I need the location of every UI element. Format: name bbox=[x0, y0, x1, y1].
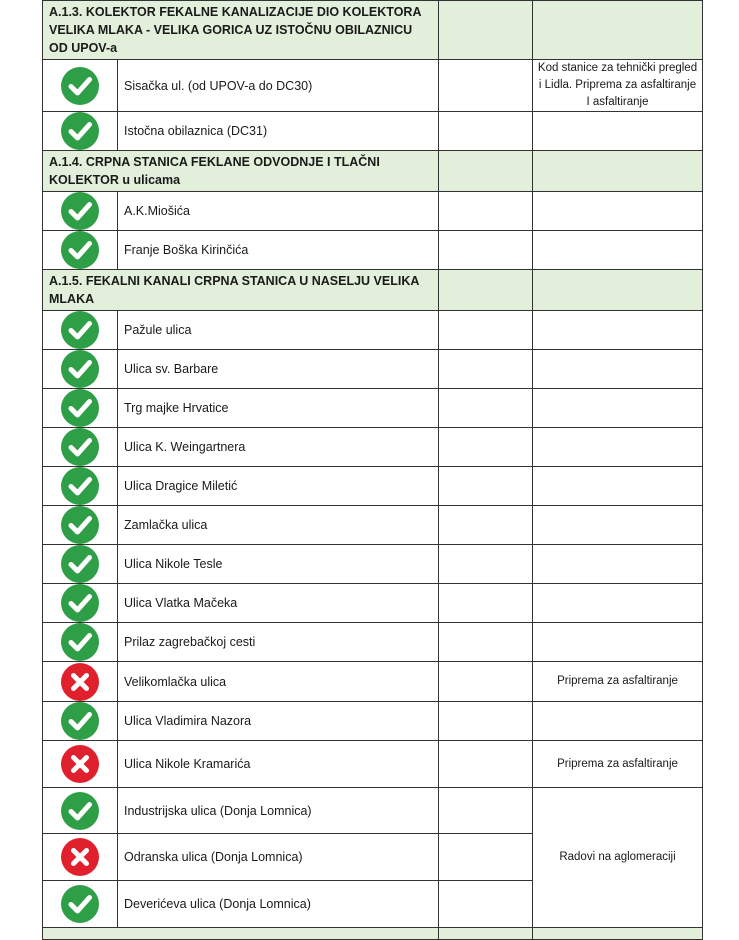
table-row bbox=[43, 311, 703, 350]
table-row bbox=[43, 623, 703, 662]
check-circle-icon bbox=[61, 428, 99, 466]
works-status-table bbox=[42, 0, 703, 940]
check-circle-icon bbox=[61, 885, 99, 923]
status-cell bbox=[43, 350, 118, 389]
cross-circle-icon bbox=[61, 838, 99, 876]
empty-cell bbox=[439, 881, 533, 928]
status-cell bbox=[43, 662, 118, 702]
street-name: Ulica K. Weingartnera bbox=[118, 428, 439, 467]
empty-cell bbox=[439, 506, 533, 545]
status-cell bbox=[43, 389, 118, 428]
status-cell bbox=[43, 60, 118, 112]
street-name: Prilaz zagrebačkoj cesti bbox=[118, 623, 439, 662]
section-title: A.1.4. CRPNA STANICA FEKLANE ODVODNJE I TLAČNI KOLEKTOR u ulicama bbox=[43, 151, 439, 192]
street-name: Ulica Vladimira Nazora bbox=[118, 702, 439, 741]
status-cell bbox=[43, 623, 118, 662]
status-cell bbox=[43, 881, 118, 928]
empty-cell bbox=[439, 311, 533, 350]
check-circle-icon bbox=[61, 623, 99, 661]
table-row bbox=[43, 584, 703, 623]
check-circle-icon bbox=[61, 67, 99, 105]
street-name: Pažule ulica bbox=[118, 311, 439, 350]
section-header-row bbox=[43, 928, 703, 940]
table-row bbox=[43, 112, 703, 151]
street-name: Ulica Nikole Tesle bbox=[118, 545, 439, 584]
row-note bbox=[533, 112, 703, 151]
merged-note: Radovi na aglomeraciji bbox=[533, 788, 703, 928]
street-name: Odranska ulica (Donja Lomnica) bbox=[118, 834, 439, 881]
street-name: A.K.Miošića bbox=[118, 192, 439, 231]
cross-circle-icon bbox=[61, 663, 99, 701]
table-row bbox=[43, 60, 703, 112]
street-name: Istočna obilaznica (DC31) bbox=[118, 112, 439, 151]
table-row bbox=[43, 741, 703, 788]
row-note: Priprema za asfaltiranje bbox=[533, 741, 703, 788]
row-note bbox=[533, 545, 703, 584]
row-note bbox=[533, 311, 703, 350]
row-note bbox=[533, 506, 703, 545]
section-header-cell bbox=[439, 270, 533, 311]
section-header-row bbox=[43, 151, 703, 192]
empty-cell bbox=[439, 350, 533, 389]
table-row bbox=[43, 545, 703, 584]
check-circle-icon bbox=[61, 350, 99, 388]
street-name: Zamlačka ulica bbox=[118, 506, 439, 545]
check-circle-icon bbox=[61, 467, 99, 505]
check-circle-icon bbox=[61, 702, 99, 740]
row-note bbox=[533, 389, 703, 428]
table-row bbox=[43, 467, 703, 506]
check-circle-icon bbox=[61, 792, 99, 830]
empty-cell bbox=[439, 231, 533, 270]
row-note bbox=[533, 192, 703, 231]
status-cell bbox=[43, 467, 118, 506]
empty-cell bbox=[439, 545, 533, 584]
row-note bbox=[533, 350, 703, 389]
row-note: Kod stanice za tehnički pregled i Lidla. Priprema za asfaltiranje I asfaltiranje bbox=[533, 60, 703, 112]
check-circle-icon bbox=[61, 545, 99, 583]
street-name: Sisačka ul. (od UPOV-a do DC30) bbox=[118, 60, 439, 112]
status-cell bbox=[43, 741, 118, 788]
street-name: Trg majke Hrvatice bbox=[118, 389, 439, 428]
street-name: Ulica sv. Barbare bbox=[118, 350, 439, 389]
empty-cell bbox=[439, 192, 533, 231]
empty-cell bbox=[439, 584, 533, 623]
section-header-cell bbox=[439, 151, 533, 192]
empty-cell bbox=[439, 702, 533, 741]
status-cell bbox=[43, 112, 118, 151]
section-title: A.1.5. FEKALNI KANALI CRPNA STANICA U NASELJU VELIKA MLAKA bbox=[43, 270, 439, 311]
section-header-cell bbox=[533, 928, 703, 940]
empty-cell bbox=[439, 834, 533, 881]
status-cell bbox=[43, 506, 118, 545]
street-name: Ulica Nikole Kramarića bbox=[118, 741, 439, 788]
section-header-row bbox=[43, 1, 703, 60]
status-cell bbox=[43, 231, 118, 270]
empty-cell bbox=[439, 741, 533, 788]
section-header-cell bbox=[533, 1, 703, 60]
status-cell bbox=[43, 788, 118, 834]
check-circle-icon bbox=[61, 311, 99, 349]
check-circle-icon bbox=[61, 231, 99, 269]
status-cell bbox=[43, 192, 118, 231]
table-row bbox=[43, 231, 703, 270]
row-note bbox=[533, 231, 703, 270]
table-row bbox=[43, 662, 703, 702]
status-cell bbox=[43, 702, 118, 741]
status-cell bbox=[43, 584, 118, 623]
section-header-row bbox=[43, 270, 703, 311]
table-row bbox=[43, 788, 703, 834]
check-circle-icon bbox=[61, 506, 99, 544]
section-header-cell bbox=[43, 928, 439, 940]
status-cell bbox=[43, 311, 118, 350]
empty-cell bbox=[439, 428, 533, 467]
street-name: Franje Boška Kirinčića bbox=[118, 231, 439, 270]
status-cell bbox=[43, 428, 118, 467]
empty-cell bbox=[439, 662, 533, 702]
check-circle-icon bbox=[61, 192, 99, 230]
row-note bbox=[533, 467, 703, 506]
empty-cell bbox=[439, 389, 533, 428]
section-header-cell bbox=[439, 928, 533, 940]
section-header-cell bbox=[439, 1, 533, 60]
empty-cell bbox=[439, 112, 533, 151]
table-row bbox=[43, 389, 703, 428]
street-name: Velikomlačka ulica bbox=[118, 662, 439, 702]
section-header-cell bbox=[533, 270, 703, 311]
row-note bbox=[533, 623, 703, 662]
cross-circle-icon bbox=[61, 745, 99, 783]
check-circle-icon bbox=[61, 584, 99, 622]
empty-cell bbox=[439, 467, 533, 506]
row-note bbox=[533, 584, 703, 623]
row-note bbox=[533, 702, 703, 741]
street-name: Deverićeva ulica (Donja Lomnica) bbox=[118, 881, 439, 928]
section-title: A.1.3. KOLEKTOR FEKALNE KANALIZACIJE DIO KOLEKTORA VELIKA MLAKA - VELIKA GORICA UZ ISTOČNU OBILAZNICU OD UPOV-a bbox=[43, 1, 439, 60]
row-note: Priprema za asfaltiranje bbox=[533, 662, 703, 702]
section-header-cell bbox=[533, 151, 703, 192]
table-row bbox=[43, 702, 703, 741]
empty-cell bbox=[439, 60, 533, 112]
empty-cell bbox=[439, 788, 533, 834]
table-row bbox=[43, 192, 703, 231]
table-row bbox=[43, 506, 703, 545]
table-row bbox=[43, 428, 703, 467]
status-cell bbox=[43, 545, 118, 584]
street-name: Ulica Dragice Miletić bbox=[118, 467, 439, 506]
status-cell bbox=[43, 834, 118, 881]
check-circle-icon bbox=[61, 112, 99, 150]
check-circle-icon bbox=[61, 389, 99, 427]
street-name: Industrijska ulica (Donja Lomnica) bbox=[118, 788, 439, 834]
row-note bbox=[533, 428, 703, 467]
empty-cell bbox=[439, 623, 533, 662]
table-row bbox=[43, 350, 703, 389]
street-name: Ulica Vlatka Mačeka bbox=[118, 584, 439, 623]
